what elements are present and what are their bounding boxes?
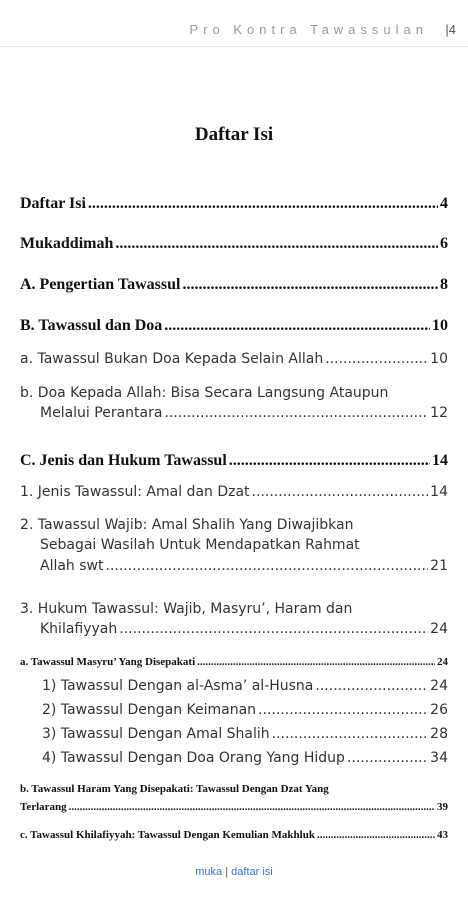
link-daftar-isi[interactable]: daftar isi xyxy=(231,866,273,878)
toc-entry-jenis-dan-hukum[interactable]: C. Jenis dan Hukum Tawassul ..... 14 xyxy=(20,451,448,471)
toc-entry-mukaddimah[interactable]: Mukaddimah ..... 6 xyxy=(20,234,448,254)
toc-entry-jenis-tawassul[interactable]: 1. Jenis Tawassul: Amal dan Dzat ..... 14 xyxy=(20,484,448,502)
toc-entry-tawassul-khilafiyyah[interactable]: c. Tawassul Khilafiyyah: Tawassul Dengan Kemulian Makhluk ..... 43 xyxy=(20,829,448,843)
toc-entry-daftar-isi[interactable]: Daftar Isi ..... 4 xyxy=(20,194,448,214)
toc-entry-hukum-tawassul[interactable]: 3. Hukum Tawassul: Wajib, Masyru’, Haram dan Khilafiyyah ..... 24 xyxy=(20,599,448,640)
page-footer xyxy=(0,866,468,878)
toc-entry-tawassul-haram[interactable]: b. Tawassul Haram Yang Disepakati: Tawassul Dengan Dzat Yang Terlarang ..... 39 xyxy=(20,781,448,816)
toc-entry-pengertian-tawassul[interactable]: A. Pengertian Tawassul ..... 8 xyxy=(20,275,448,295)
page-title: Daftar Isi xyxy=(194,124,274,145)
toc-entry-amal-shalih[interactable]: 3) Tawassul Dengan Amal Shalih ..... 28 xyxy=(42,726,448,744)
toc-entry-keimanan[interactable]: 2) Tawassul Dengan Keimanan ..... 26 xyxy=(42,702,448,720)
footer-separator: | xyxy=(225,866,229,878)
toc-entry-asma-al-husna[interactable]: 1) Tawassul Dengan al-Asma’ al-Husna ..... 24 xyxy=(42,678,448,696)
toc-entry-tawassul-dan-doa[interactable]: B. Tawassul dan Doa ..... 10 xyxy=(20,316,448,336)
header-page-number: |4 xyxy=(445,22,456,37)
header-book-title: Pro Kontra Tawassulan xyxy=(189,22,428,37)
page-header xyxy=(0,22,468,47)
toc-entry-tawassul-wajib[interactable]: 2. Tawassul Wajib: Amal Shalih Yang Diwajibkan Sebagai Wasilah Untuk Mendapatkan Rahmat Allah swt ..... 21 xyxy=(20,515,448,576)
toc-entry-doa-orang-hidup[interactable]: 4) Tawassul Dengan Doa Orang Yang Hidup ..... 34 xyxy=(42,750,448,768)
toc-entry-tawassul-masyru[interactable]: a. Tawassul Masyru’ Yang Disepakati ..... 24 xyxy=(20,656,448,670)
toc-entry-tawassul-bukan-doa[interactable]: a. Tawassul Bukan Doa Kepada Selain Allah ..... 10 xyxy=(20,351,448,369)
link-muka[interactable]: muka xyxy=(195,866,223,878)
toc-entry-doa-kepada-allah[interactable]: b. Doa Kepada Allah: Bisa Secara Langsung Ataupun Melalui Perantara ..... 12 xyxy=(20,383,448,424)
